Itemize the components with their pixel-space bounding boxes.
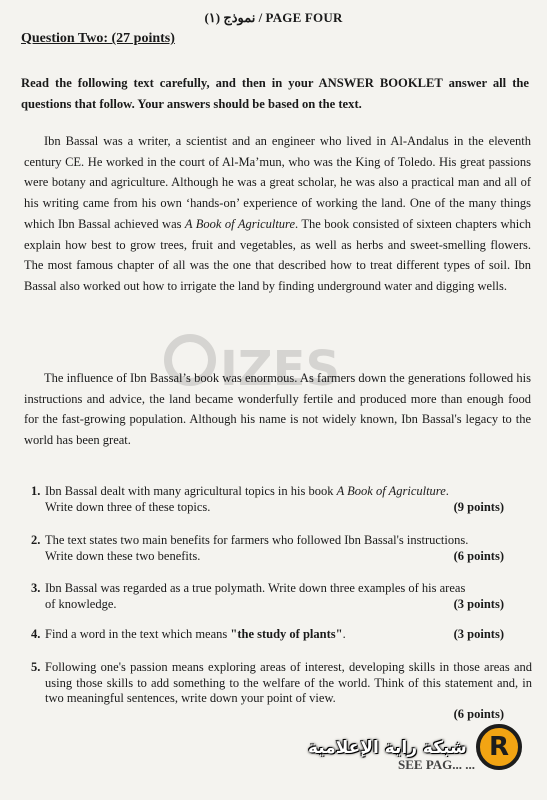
question-item bbox=[31, 627, 532, 643]
question-text: Find a word in the text which means bbox=[45, 627, 231, 641]
form-number: نموذج (١) bbox=[204, 10, 256, 25]
question-points: (3 points) bbox=[453, 627, 504, 641]
question-number: 1. bbox=[31, 484, 41, 498]
question-text: Ibn Bassal dealt with many agricultural topics in his book bbox=[45, 484, 337, 498]
network-logo bbox=[300, 718, 530, 788]
network-name: شبكة راية الإعلامية bbox=[308, 738, 467, 758]
header-separator: / bbox=[255, 10, 266, 25]
question-text: The text states two main benefits for farmers who followed Ibn Bassal's instructions. bbox=[45, 533, 469, 547]
question-text: Ibn Bassal was regarded as a true polymath. Write down three examples of his areas bbox=[45, 581, 466, 595]
question-text: Write down three of these topics. bbox=[45, 499, 211, 514]
passage-text: . The book consisted of sixteen chapters which explain how best to grow trees, fruit and vegetables, as well as herbs and sweet-smelling flowers. The most famous chapter of all was the one that described how to treat different types of soil. Ibn Bassal also worked out how to irrigate the land by finding underground water and digging wells. bbox=[24, 216, 531, 293]
question-item bbox=[31, 660, 532, 722]
passage-paragraph-1 bbox=[24, 131, 531, 297]
page-header bbox=[0, 10, 547, 26]
passage-text: Ibn Bassal was a writer, a scientist and an engineer who lived in Al-Andalus in the eleventh century CE. He worked in the court of Al-Ma’mun, who was the King of Toledo. His great passions were botany and agriculture. Although he was a great scholar, he was also a practical man and all of his writing came from his own ‘hands-on’ experience of working the land. One of the many things which Ibn Bassal achieved was bbox=[24, 134, 531, 231]
question-text: of knowledge. bbox=[45, 596, 117, 611]
question-text: Following one's passion means exploring areas of interest, developing skills in those areas and using those skills to add something to the welfare of the world. Think of this statement and, in two meaningful sentences, write down your point of view. bbox=[45, 660, 532, 705]
highlighted-phrase: "the study of plants" bbox=[230, 627, 343, 641]
question-text: . bbox=[445, 484, 449, 498]
question-item bbox=[31, 484, 532, 515]
question-points: (9 points) bbox=[453, 499, 504, 514]
question-item bbox=[31, 533, 532, 564]
question-text: Write down these two benefits. bbox=[45, 548, 201, 563]
book-title: A Book of Agriculture bbox=[336, 484, 446, 498]
question-number: 3. bbox=[31, 581, 41, 595]
question-text: . bbox=[342, 627, 346, 641]
question-points: (3 points) bbox=[453, 596, 504, 611]
question-points: (6 points) bbox=[453, 548, 504, 563]
question-number: 2. bbox=[31, 533, 41, 547]
question-title: Question Two: (27 points) bbox=[21, 31, 175, 46]
r-logo-icon: R bbox=[476, 724, 522, 770]
page-title: PAGE FOUR bbox=[265, 10, 343, 25]
instructions: Read the following text carefully, and then in your ANSWER BOOKLET answer all the questions that follow. Your answers should be based on the text. bbox=[21, 76, 529, 111]
question-number: 5. bbox=[31, 660, 41, 674]
svg-text:IZES: IZES bbox=[220, 341, 341, 397]
question-number: 4. bbox=[31, 627, 41, 641]
see-page-footer: SEE PAG... ... bbox=[398, 757, 476, 772]
question-item bbox=[31, 581, 532, 612]
passage-paragraph-2: The influence of Ibn Bassal’s book was enormous. As farmers down the generations followed his instructions and advice, the land became wonderfully fertile and produced more than enough food for the fast-growing population. Although his name is not widely known, Ibn Bassal's legacy to the world has been great. bbox=[24, 371, 531, 448]
book-title: A Book of Agriculture bbox=[184, 216, 296, 231]
question-points: (6 points) bbox=[453, 706, 504, 721]
